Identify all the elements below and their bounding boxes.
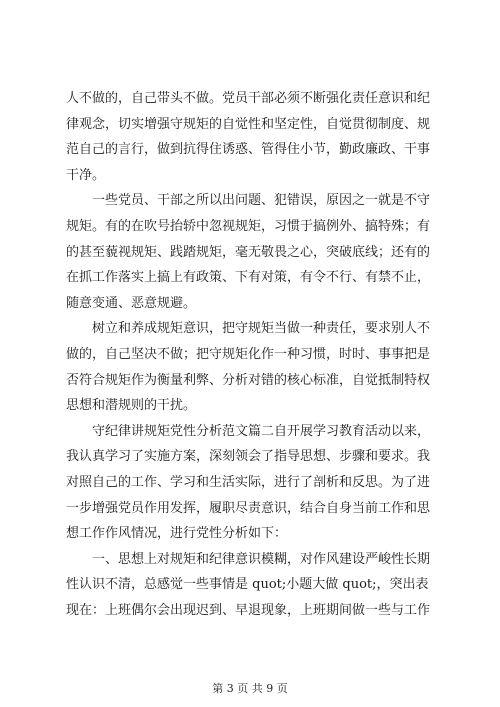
text-line: 一些党员、干部之所以出问题、犯错误，原因之一就是不守 xyxy=(92,193,431,209)
text-line: 对照自己的工作、学习和生活实际，进行了剖析和反思。为了进 xyxy=(66,474,431,490)
text-line: 的甚至藐视规矩、践踏规矩，毫无敬畏之心，突破底线；还有的 xyxy=(66,244,431,260)
text-line: 性认识不清，总感觉一些事情是 quot;小题大做 quot;，突出表 xyxy=(66,577,429,593)
text-line: 一步增强党员作用发挥，履职尽责意识，结合自身当前工作和思 xyxy=(66,500,431,516)
text-line: 规矩。有的在吹号抬轿中忽视规矩，习惯于搞例外、搞特殊；有 xyxy=(66,218,431,234)
text-line: 做的，自己坚决不做；把守规矩化作一种习惯，时时、事事把是 xyxy=(66,346,431,362)
text-line: 在抓工作落实上搞上有政策、下有对策，有令不行、有禁不止， xyxy=(66,270,431,286)
text-line: 范自己的言行，做到抗得住诱惑、管得住小节，勤政廉政、干事 xyxy=(66,142,431,158)
paragraph xyxy=(66,419,444,547)
text-line: 守纪律讲规矩党性分析范文篇二自开展学习教育活动以来， xyxy=(92,423,431,439)
paragraph xyxy=(66,547,444,624)
text-line: 随意变通、恶意规避。 xyxy=(66,295,197,311)
text-line: 否符合规矩作为衡量利弊、分析对错的核心标准，自觉抵制特权 xyxy=(66,372,431,388)
paragraph xyxy=(66,86,444,188)
text-line: 树立和养成规矩意识，把守规矩当做一种责任，要求别人不 xyxy=(92,321,431,337)
text-line: 一、思想上对规矩和纪律意识模糊，对作风建设严峻性长期 xyxy=(92,551,431,567)
text-line: 思想和潜规则的干扰。 xyxy=(66,398,197,414)
paragraph xyxy=(66,188,444,316)
text-line: 干净。 xyxy=(66,167,106,183)
document-body xyxy=(66,86,444,623)
text-line: 想工作作风情况，进行党性分析如下： xyxy=(66,526,288,542)
text-line: 人不做的，自己带头不做。党员干部必须不断强化责任意识和纪 xyxy=(66,91,431,106)
page-footer: 第 3 页 共 9 页 xyxy=(212,682,288,695)
text-line: 现在：上班偶尔会出现迟到、早退现象，上班期间做一些与工作 xyxy=(66,602,431,618)
paragraph xyxy=(66,316,444,418)
text-line: 我认真学习了实施方案，深刻领会了指导思想、步骤和要求。我 xyxy=(66,449,431,465)
text-line: 律观念，切实增强守规矩的自觉性和坚定性，自觉贯彻制度、规 xyxy=(66,116,431,132)
